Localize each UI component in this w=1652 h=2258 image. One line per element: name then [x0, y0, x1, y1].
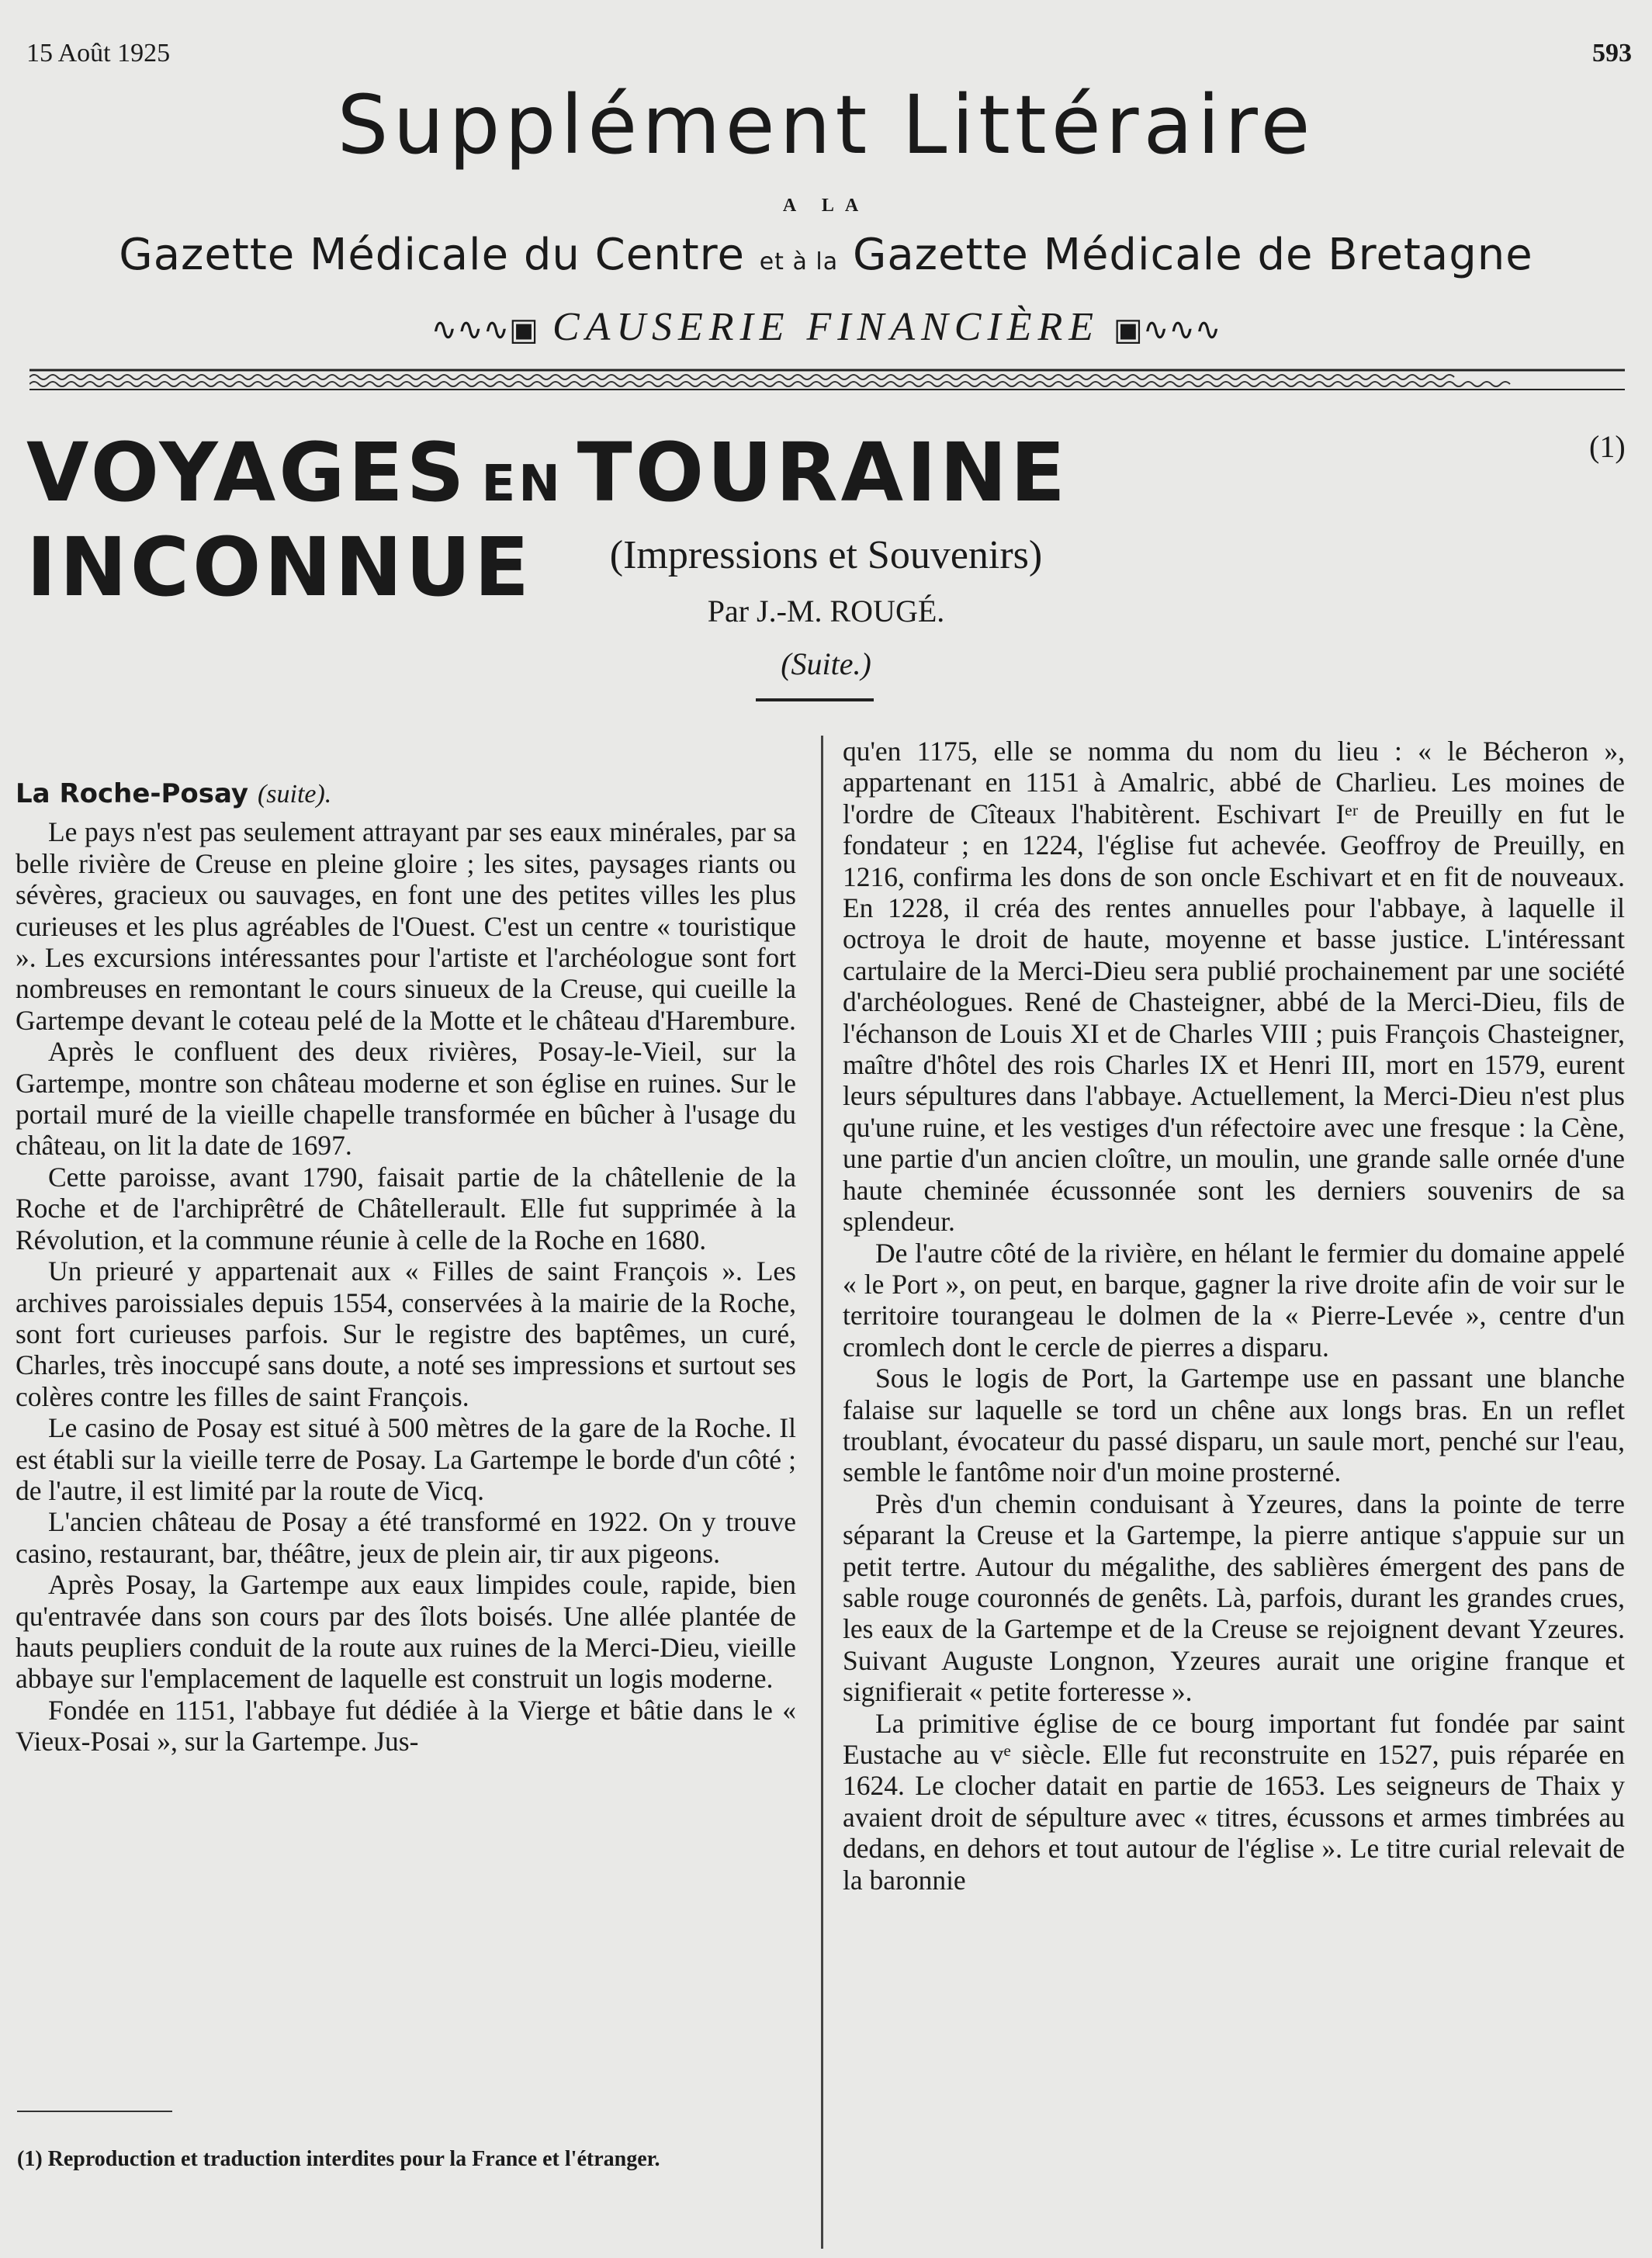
wavy-rule-divider: [29, 368, 1625, 391]
a-la-line: A LA: [782, 196, 870, 216]
paragraph: Après Posay, la Gartempe aux eaux limpides coule, rapide, bien qu'entravée dans son cours par des îlots boisés. Une allée plantée de hauts peupliers conduit de la route aux ruines de la Merci-Dieu, vieille abbaye sur l'emplacement de laquelle est construit un logis moderne.: [16, 1569, 796, 1695]
wave-ornament-right-icon: ▣∿∿∿: [1113, 312, 1221, 347]
article-title-part2: TOURAINE INCONNUE: [26, 425, 1068, 615]
paragraph: Sous le logis de Port, la Gartempe use en passant une blanche falaise sur laquelle se tord un chêne aux longs bras. En un reflet troublant, évocateur du passé disparu, un saule mort, penché sur l'eau, semble le fantôme noir d'un moine prosterné.: [843, 1363, 1625, 1488]
article-subtitle: (Impressions et Souvenirs): [609, 533, 1043, 577]
column-divider: [821, 736, 823, 2249]
issue-date: 15 Août 1925: [26, 39, 171, 68]
article-title-en: EN: [481, 455, 563, 513]
article-title: [26, 425, 1578, 615]
paragraph: Un prieuré y appartenait aux « Filles de saint François ». Les archives paroissiales depuis 1554, conservées à la mairie de la Roche, sont fort curieuses parfois. Sur le registre des baptêmes, un curé, Charles, très inoccupé sans doute, a noté ses impressions et surtout ses colères contre les filles de saint François.: [16, 1255, 796, 1412]
paragraph: Après le confluent des deux rivières, Posay-le-Vieil, sur la Gartempe, montre son château moderne et son église en ruines. Sur le portail muré de la vieille chapelle transformée en bûcher à l'usage du château, on lit la date de 1697.: [16, 1036, 796, 1162]
paragraph: Le casino de Posay est situé à 500 mètres de la gare de la Roche. Il est établi sur la vieille terre de Posay. La Gartempe le borde d'un côté ; de l'autre, il est limité par la route de Vicq.: [16, 1412, 796, 1506]
rubrique-title: CAUSERIE FINANCIÈRE: [552, 305, 1100, 349]
section-heading: [16, 778, 796, 810]
gazette-line: [0, 230, 1652, 280]
paragraph: Cette paroisse, avant 1790, faisait partie de la châtellenie de la Roche et de l'archiprêtré de Châtellerault. Elle fut supprimée à la Révolution, et la commune réunie à celle de la Roche en 1680.: [16, 1161, 796, 1255]
paragraph: La primitive église de ce bourg important fut fondée par saint Eustache au vᵉ siècle. Elle fut reconstruite en 1527, puis réparée en 1624. Le clocher datait en partie de 1653. Les seigneurs de Thaix y avaient droit de sépulture avec « titres, écussons et armes timbrées au dedans, en dehors et tout autour de l'église ». Le titre curial relevait de la baronnie: [843, 1707, 1625, 1896]
section-suite: (suite).: [257, 780, 332, 809]
article-byline: Par J.-M. ROUGÉ.: [707, 594, 945, 629]
section-title: La Roche-Posay: [16, 778, 249, 809]
page-number: 593: [1592, 39, 1632, 68]
article-title-part1: VOYAGES: [26, 425, 468, 520]
paragraph: qu'en 1175, elle se nomma du nom du lieu : « le Bécheron », appartenant en 1151 à Amalric, abbé de Charlieu. Les moines de l'ordre de Cîteaux l'habitèrent. Eschivart Iᵉʳ de Preuilly en fut le fondateur ; en 1224, l'église fut achevée. Geoffroy de Preuilly, en 1216, confirma les dons de son oncle Eschivart et en fit de nouveaux. En 1228, il créa des rentes annuelles pour l'abbaye, à laquelle il octroya le droit de haute, moyenne et basse justice. L'intéressant cartulaire de la Merci-Dieu sera publié prochainement par une société d'archéologues. René de Chasteigner, abbé de la Merci-Dieu, fils de l'échanson de Louis XI et de Charles VIII ; puis François Chasteigner, maître d'hôtel des rois Charles IX et Henri III, mort en 1579, eurent leurs sépultures dans l'abbaye. Actuellement, la Merci-Dieu n'est plus qu'une ruine, et les vestiges d'un réfectoire avec une fresque : la Cène, une partie d'un ancien cloître, un moulin, une grande salle ornée d'une haute cheminée écussonnée sont les derniers souvenirs de sa splendeur.: [843, 736, 1625, 1238]
wave-ornament-left-icon: ∿∿∿▣: [431, 312, 539, 347]
article-suite: (Suite.): [781, 646, 871, 681]
footnote-rule: [17, 2111, 172, 2112]
left-column: [16, 778, 796, 1758]
rubrique-line: [0, 304, 1652, 350]
paragraph: Fondée en 1151, l'abbaye fut dédiée à la Vierge et bâtie dans le « Vieux-Posai », sur la Gartempe. Jus-: [16, 1694, 796, 1758]
paragraph: Près d'un chemin conduisant à Yzeures, dans la pointe de terre séparant la Creuse et la Gartempe, la pierre antique s'appuie sur un petit tertre. Autour du mégalithe, des sablières émergent des pans de sable rouge couronnés de genêts. Là, parfois, durant les grandes crues, les eaux de la Gartempe et de la Creuse se rejoignent devant Yzeures. Suivant Auguste Longnon, Yzeures aurait une origine franque et signifierait « petite forteresse ».: [843, 1487, 1625, 1708]
supplement-title: Supplément Littéraire: [337, 78, 1315, 172]
footnote-marker: (1): [1589, 429, 1626, 464]
gazette-joiner: et à la: [759, 248, 839, 275]
paragraph: De l'autre côté de la rivière, en hélant le fermier du domaine appelé « le Port », on peut, en barque, gagner la rive droite afin de voir sur le territoire tourangeau le dolmen de la « Pierre-Levée », centre d'un cromlech dont le cercle de pierres a disparu.: [843, 1237, 1625, 1363]
footnote: (1) Reproduction et traduction interdites pour la France et l'étranger.: [17, 2147, 660, 2171]
title-rule: [756, 698, 874, 701]
paragraph: Le pays n'est pas seulement attrayant par ses eaux minérales, par sa belle rivière de Creuse en pleine gloire ; les sites, paysages riants ou sévères, gracieux ou sauvages, en font une des petites villes les plus curieuses et les plus agréables de l'Ouest. C'est un centre « touristique ». Les excursions intéressantes pour l'artiste et l'archéologue sont fort nombreuses en remontant le cours sinueux de la Creuse, qui cueille la Gartempe devant le coteau pelé de la Motte et le château d'Harembure.: [16, 816, 796, 1036]
gazette-centre: Gazette Médicale du Centre: [119, 230, 745, 280]
gazette-bretagne: Gazette Médicale de Bretagne: [852, 230, 1533, 280]
paragraph: L'ancien château de Posay a été transformé en 1922. On y trouve casino, restaurant, bar, théâtre, jeux de plein air, tir aux pigeons.: [16, 1506, 796, 1569]
right-column: [843, 736, 1625, 1896]
